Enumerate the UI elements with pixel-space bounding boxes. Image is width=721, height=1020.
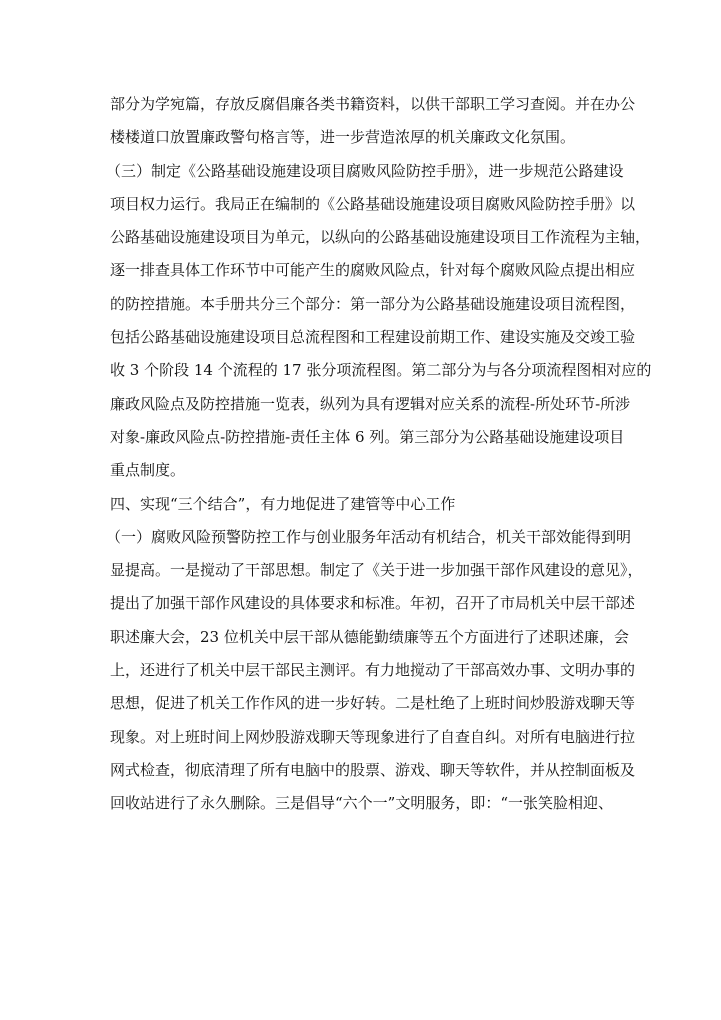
paragraph-line: 职述廉大会，23 位机关中层干部从德能勤绩廉等五个方面进行了述职述廉，会 [110,627,629,646]
paragraph-line: 上，还进行了机关中层干部民主测评。有力地搅动了干部高效办事、文明办事的 [110,661,636,680]
paragraph-line: 现象。对上班时间上网炒股游戏聊天等现象进行了自查自纠。对所有电脑进行拉 [110,727,636,746]
section-heading: 四、实现“三个结合”，有力地促进了建管等中心工作 [110,494,456,513]
paragraph-line: 公路基础设施建设项目为单元，以纵向的公路基础设施建设项目工作流程为主轴， [110,228,651,247]
subsection-heading-line: （一）腐败风险预警防控工作与创业服务年活动有机结合，机关干部效能得到明 [106,527,632,546]
section-heading-line: （三）制定《公路基础设施建设项目腐败风险防控手册》，进一步规范公路建设 [106,161,624,180]
paragraph-line: 楼楼道口放置廉政警句格言等，进一步营造浓厚的机关廉政文化氛围。 [110,128,576,147]
paragraph-line: 对象-廉政风险点-防控措施-责任主体 6 列。第三部分为公路基础设施建设项目 [110,427,625,446]
paragraph-line: 包括公路基础设施建设项目总流程图和工程建设前期工作、建设实施及交竣工验 [110,328,636,347]
document-body [106,88,652,821]
paragraph-line: 提出了加强干部作风建设的具体要求和标准。年初，召开了市局机关中层干部述 [110,594,636,613]
paragraph-line: 项目权力运行。我局正在编制的《公路基础设施建设项目腐败风险防控手册》以 [110,194,636,213]
paragraph-line: 显提高。一是搅动了干部思想。制定了《关于进一步加强干部作风建设的意见》， [110,561,643,580]
paragraph-line: 思想，促进了机关工作作风的进一步好转。二是杜绝了上班时间炒股游戏聊天等 [110,694,636,713]
paragraph-line: 重点制度。 [110,461,186,480]
paragraph-line: 部分为学宛篇，存放反腐倡廉各类书籍资料，以供干部职工学习查阅。并在办公 [110,95,636,113]
paragraph-line: 收 3 个阶段 14 个流程的 17 张分项流程图。第二部分为与各分项流程图相对应的 [110,361,652,380]
paragraph-line: 回收站进行了永久删除。三是倡导“六个一”文明服务，即：“一张笑脸相迎、 [110,794,614,813]
paragraph-line: 逐一排查具体工作环节中可能产生的腐败风险点，针对每个腐败风险点提出相应 [110,261,636,280]
paragraph-line: 廉政风险点及防控措施一览表，纵列为具有逻辑对应关系的流程-所处环节-所涉 [110,394,631,413]
paragraph-line: 的防控措施。本手册共分三个部分：第一部分为公路基础设施建设项目流程图， [110,294,636,313]
paragraph-line: 网式检查，彻底清理了所有电脑中的股票、游戏、聊天等软件，并从控制面板及 [110,760,636,779]
